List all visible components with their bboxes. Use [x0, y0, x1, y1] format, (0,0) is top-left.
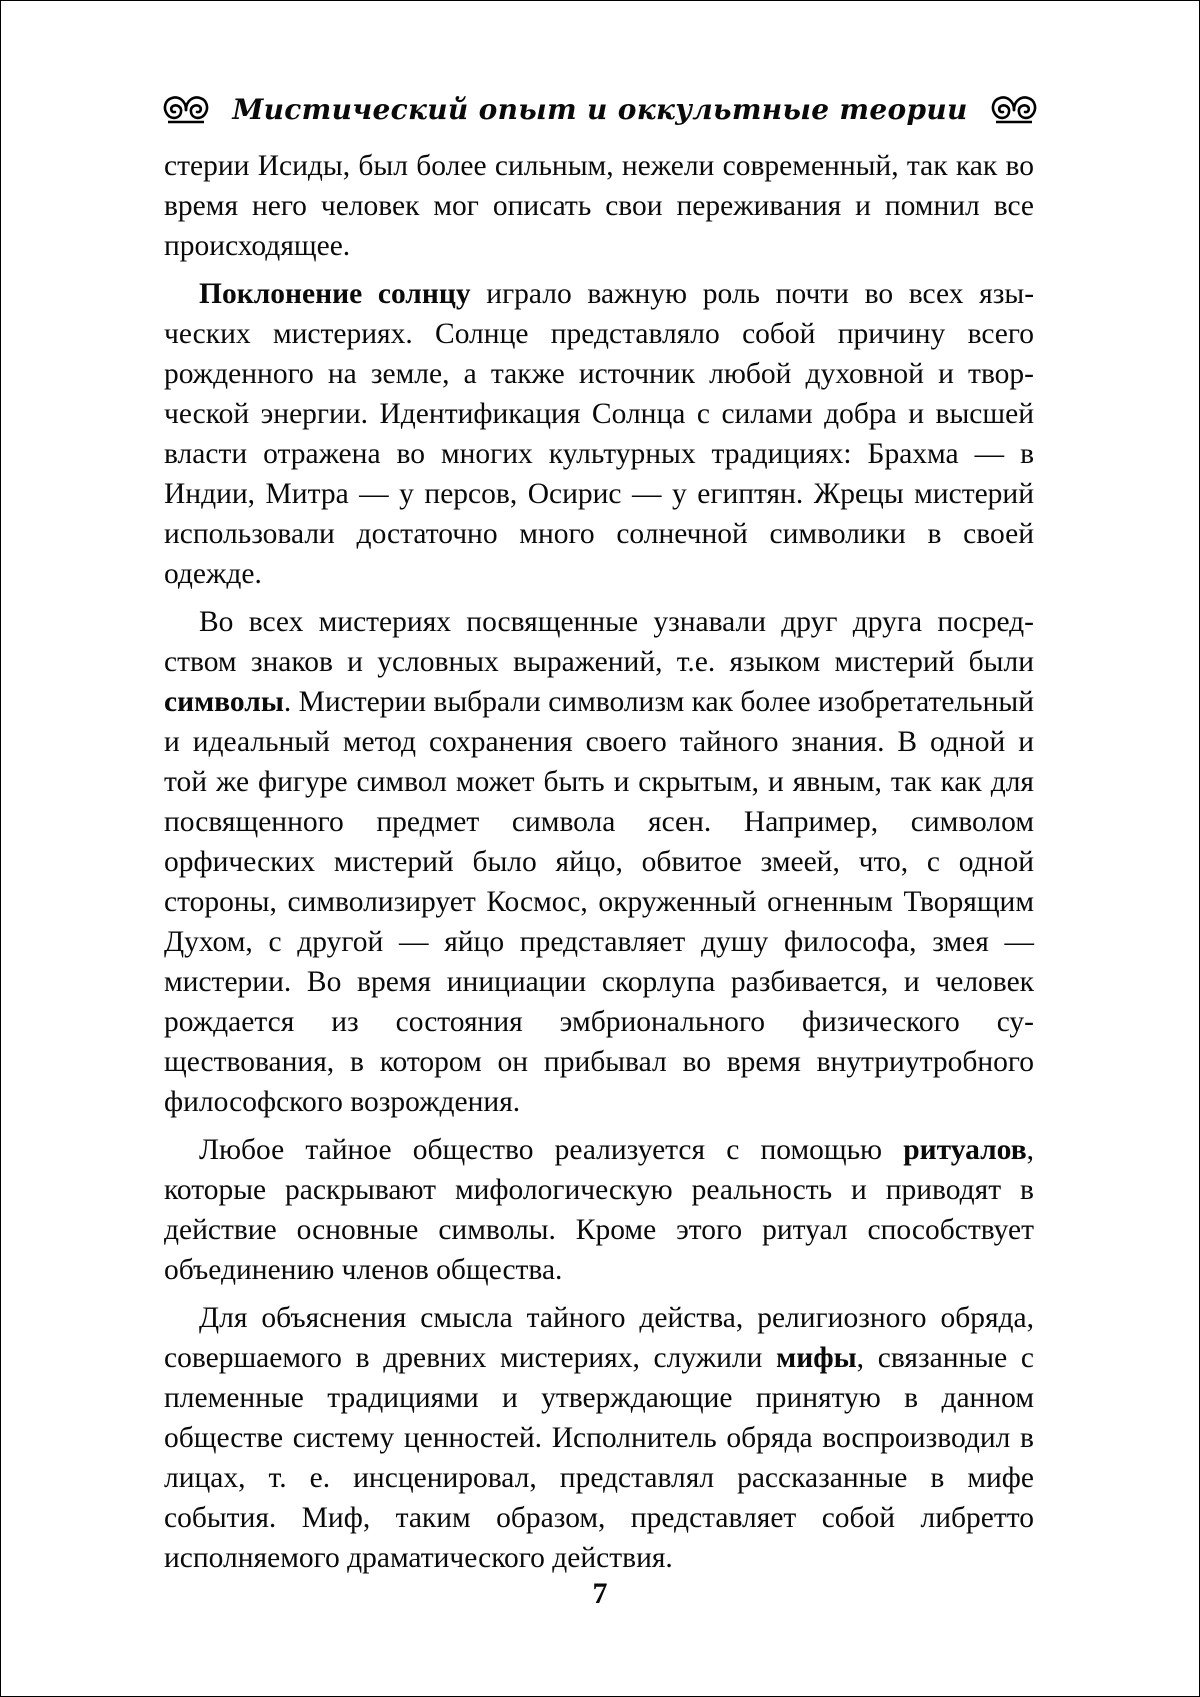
paragraph-text: стерии Исиды, был более сильным, нежели современный, так как во время него человек мог описать свои переживания и помнил все происходящее.	[164, 150, 1034, 262]
paragraph-text: Для объяснения смысла тайного действа, религиозного обряда, совершаемого в древних мистериях, служили	[164, 1302, 1034, 1374]
paragraph	[164, 1130, 1034, 1290]
bold-term: ритуалов	[903, 1134, 1027, 1166]
body-text	[164, 146, 1034, 1586]
bold-term: Поклонение солнцу	[199, 278, 471, 310]
bold-term: мифы	[776, 1342, 857, 1374]
paragraph	[164, 602, 1034, 1122]
bold-term: символы	[164, 686, 284, 718]
page-number: 7	[592, 1577, 608, 1610]
paragraph	[164, 1298, 1034, 1578]
spiral-ornament-icon	[988, 92, 1040, 128]
spiral-ornament-icon	[160, 92, 212, 128]
paragraph	[164, 274, 1034, 594]
paragraph	[164, 146, 1034, 266]
paragraph-text: Во всех мистериях посвященные узнавали друг друга посредством знаков и условных выражений, т.е. языком мистерий были	[164, 606, 1034, 678]
paragraph-text: . Мистерии выбрали символизм как более изобретательный и идеальный метод сохранения своего тайного знания. В одной и той же фигуре символ может быть и скрытым, и явным, так как для посвященного предмет символа ясен. Например, символом орфических мистерий было яйцо, обвитое змеей, что, с одной стороны, символизирует Космос, окруженный огненным Творящим Духом, с другой — яйцо представляет душу философа, змея — мистерии. Во время инициации скорлупа разбивается, и человек рождается из состояния эмбрионального физического существования, в котором он прибывал во время внутриутробного философского возрождения.	[164, 686, 1034, 1118]
running-header	[160, 90, 1040, 134]
paragraph-text: , которые раскрывают мифологическую реальность и приводят в действие основные символы. Кроме этого ритуал способствует объединению членов общества.	[164, 1134, 1034, 1286]
paragraph-text: , связанные с племенные традициями и утверждающие принятую в данном обществе систему ценностей. Исполнитель обряда воспроизводил в лицах, т. е. инсценировал, представлял рассказанные в мифе события. Миф, таким образом, представляет собой либретто исполняемого драматического действия.	[164, 1342, 1034, 1574]
running-title: Мистический опыт и оккультные теории	[232, 93, 968, 126]
paragraph-text: играло важную роль почти во всех языческих мистериях. Солнце представляло собой причину всего рожденного на земле, а также источник любой духовной и творческой энергии. Идентификация Солнца с силами добра и высшей власти отражена во многих культурных традициях: Брахма — в Индии, Митра — у персов, Осирис — у египтян. Жрецы мистерий использовали достаточно много солнечной символики в своей одежде.	[164, 278, 1035, 590]
paragraph-text: Любое тайное общество реализуется с помощью	[199, 1134, 904, 1166]
